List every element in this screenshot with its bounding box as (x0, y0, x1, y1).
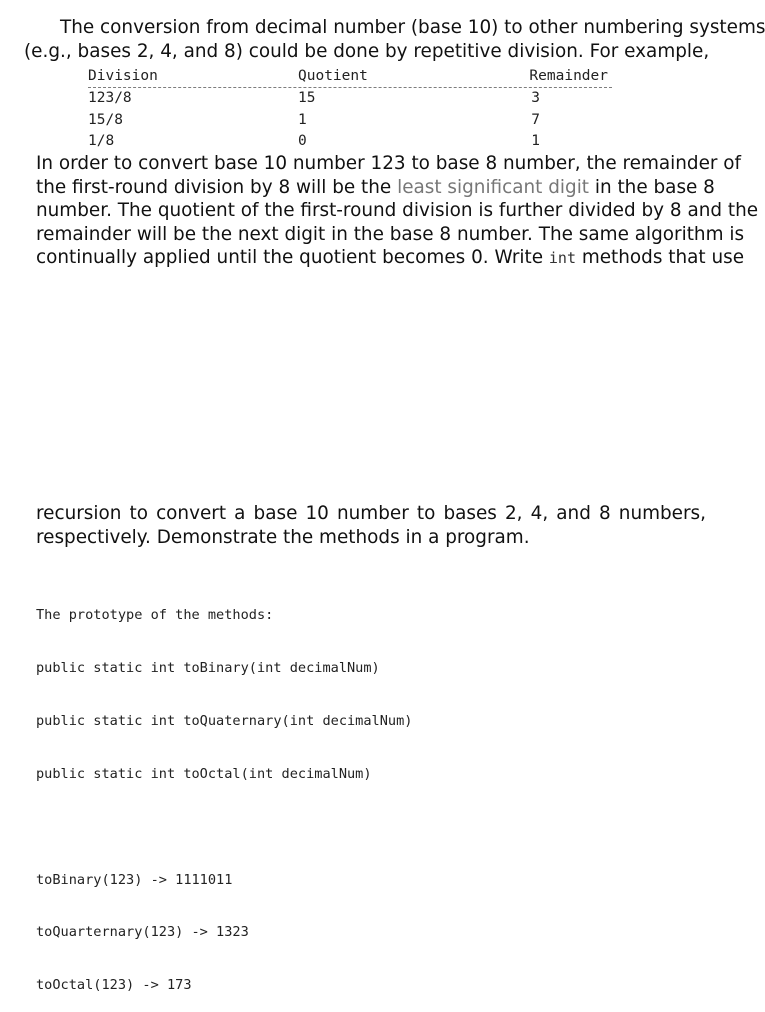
code-sample (36, 572, 412, 1012)
cell-remainder: 3 (531, 90, 540, 106)
code-line: public static int toOctal(int decimalNum) (36, 765, 372, 782)
explanation-paragraph (36, 152, 759, 271)
division-table (88, 66, 612, 153)
paragraph-line (36, 246, 745, 271)
cell-remainder: 1 (531, 133, 540, 149)
code-spacer (36, 818, 412, 836)
code-line: toOctal(123) -> 173 (36, 977, 192, 994)
cell-quotient: 0 (298, 133, 307, 149)
code-line: The prototype of the methods: (36, 607, 274, 624)
paragraph-line: remainder will be the next digit in the base 8 number. The same algorithm is (36, 223, 745, 245)
header-division: Division (88, 68, 158, 84)
text-fragment: continually applied until the quotient becomes 0. Write (36, 247, 549, 268)
table-row (88, 110, 612, 132)
table-header-row (88, 66, 612, 88)
code-line: toQuarternary(123) -> 1323 (36, 924, 249, 941)
paragraph-line: number. The quotient of the first-round division is further divided by 8 and the (36, 200, 759, 221)
text-fragment: methods that use (575, 247, 745, 268)
intro-line-2: (e.g., bases 2, 4, and 8) could be done by repetitive division. For example, (24, 41, 710, 62)
intro-text (24, 16, 765, 64)
paragraph-line: recursion to convert a base 10 number to bases 2, 4, and 8 numbers, (36, 503, 706, 524)
cell-division: 123/8 (88, 90, 132, 106)
inline-code: int (548, 249, 576, 267)
paragraph-line (36, 176, 715, 200)
code-line: public static int toBinary(int decimalNum) (36, 659, 380, 676)
cell-quotient: 1 (298, 111, 307, 128)
intro-line-1: The conversion from decimal number (base 10) to other numbering systems (60, 17, 765, 38)
code-line: public static int toQuaternary(int decimalNum) (36, 712, 413, 729)
highlighted-term: least significant digit (397, 176, 590, 198)
cell-division: 1/8 (88, 133, 115, 149)
task-paragraph (36, 502, 706, 549)
text-fragment: in the base 8 (589, 176, 715, 198)
cell-remainder: 7 (531, 111, 540, 128)
table-row (88, 88, 612, 110)
paragraph-line: In order to convert base 10 number 123 to base 8 number, the remainder of (36, 153, 742, 174)
code-line: toBinary(123) -> 1111011 (36, 871, 233, 888)
cell-division: 15/8 (88, 111, 123, 128)
header-quotient: Quotient (298, 68, 368, 84)
table-row (88, 131, 612, 153)
text-fragment: the first-round division by 8 will be the (36, 176, 398, 198)
cell-quotient: 15 (298, 90, 316, 106)
header-remainder: Remainder (529, 68, 608, 84)
paragraph-line: respectively. Demonstrate the methods in a program. (36, 526, 530, 548)
